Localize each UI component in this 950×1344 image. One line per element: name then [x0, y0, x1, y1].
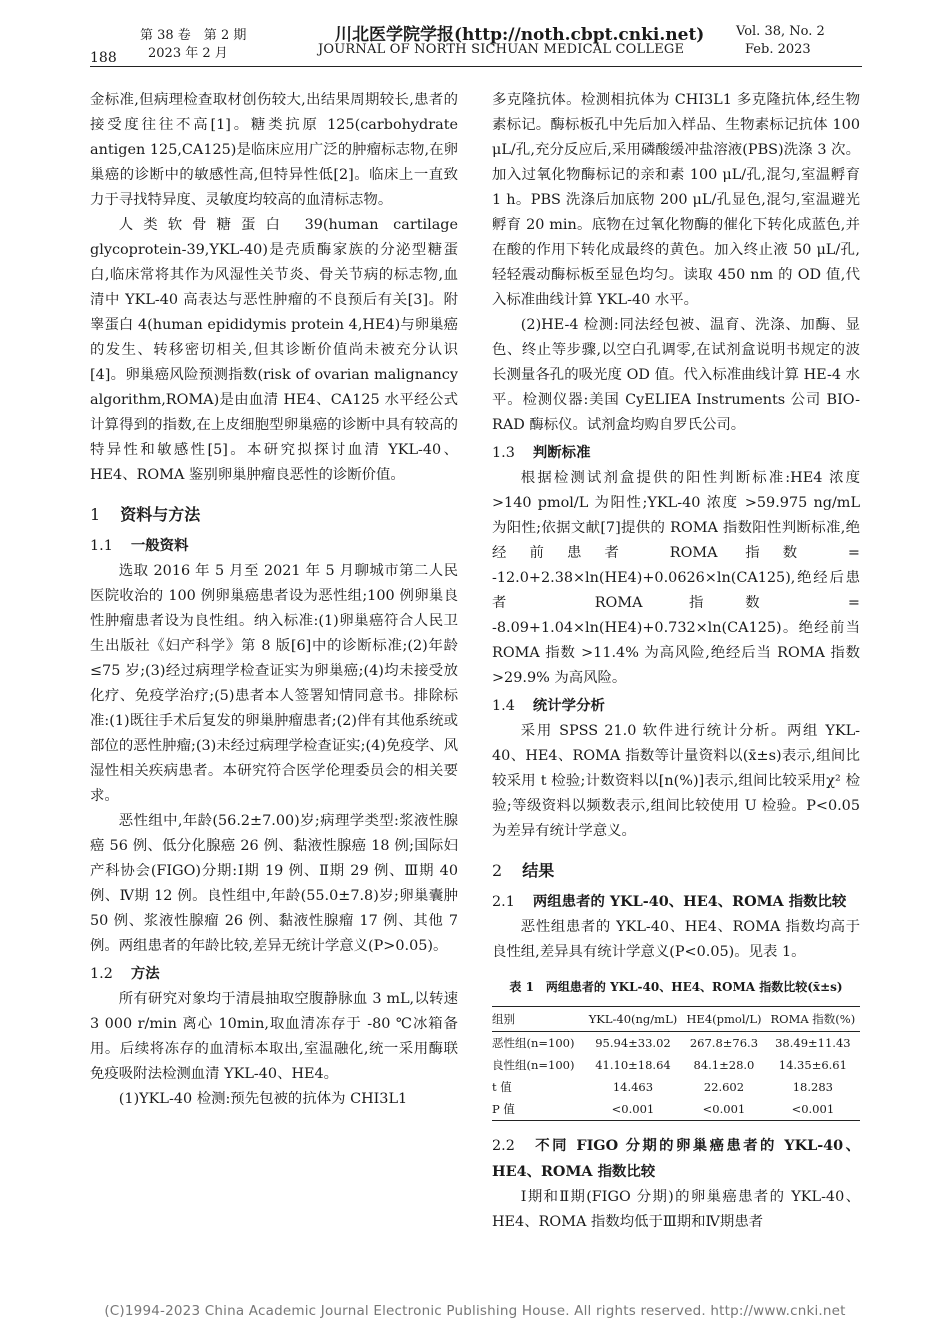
journal-name-cn: 川北医学院学报(http://noth.cbpt.cnki.net)	[335, 25, 705, 45]
table-cell: 22.602	[703, 1080, 745, 1094]
paragraph: (1)YKL-40 检测:预先包被的抗体为 CHI3L1	[118, 1091, 408, 1107]
table-row	[492, 1098, 860, 1121]
table-cell: 41.10±18.64	[595, 1058, 671, 1072]
header-rule	[90, 66, 862, 67]
right-column	[492, 88, 860, 1235]
paragraph: 人类软骨糖蛋白 39(human cartilage glycoprotein-39,YKL-40)是壳质酶家族的分泌型糖蛋白,临床常将其作为风湿性关节炎、骨关节病的标志物,血清中 YKL-40 高表达与恶性肿瘤的不良预后有关[3]。附睾蛋白 4(human epididymis protein 4,HE4)与卵巢癌的发生、转移密切相关,但其诊断价值尚未被充分认识[4]。卵巢癌风险预测指数(risk of ovarian malignancy algorithm,ROMA)是由血清 HE4、CA125 水平经公式计算得到的指数,在上皮细胞型卵巢癌的诊断中具有较高的特异性和敏感性[5]。本研究拟探讨血清 YKL-40、HE4、ROMA 鉴别卵巢肿瘤良恶性的诊断价值。	[90, 217, 458, 483]
paragraph: 所有研究对象均于清晨抽取空腹静脉血 3 mL,以转速 3 000 r/min 离心 10min,取血清冻存于 -80 ℃冰箱备用。后续将冻存的血清标本取出,室温融化,统一采用酶联免疫吸附法检测血清 YKL-40、HE4。	[90, 991, 458, 1082]
table-header: HE4(pmol/L)	[682, 1007, 766, 1032]
paragraph: 选取 2016 年 5 月至 2021 年 5 月聊城市第二人民医院收治的 100 例卵巢癌患者设为恶性组;100 例卵巢良性肿瘤患者设为良性组。纳入标准:(1)卵巢癌符合人民卫生出版社《妇产科学》第 8 版[6]中的诊断标准;(2)年龄≤75 岁;(3)经过病理学检查证实为卵巢癌;(4)均未接受放化疗、免疫学治疗;(5)患者本人签署知情同意书。排除标准:(1)既往手术后复发的卵巢肿瘤患者;(2)伴有其他系统或部位的恶性肿瘤;(3)未经过病理学检查证实;(4)免疫学、风湿性相关疾病患者。本研究符合医学伦理委员会的相关要求。	[90, 563, 458, 804]
table-row	[492, 1032, 860, 1055]
subsection-heading	[492, 693, 860, 719]
table-row	[492, 1054, 860, 1076]
paragraph: 多克隆抗体。检测相抗体为 CHI3L1 多克隆抗体,经生物素标记。酶标板孔中先后加入样品、生物素标记抗体 100 μL/孔,充分反应后,采用磷酸缓冲盐溶液(PBS)洗涤 3 次。加入过氧化物酶标记的亲和素 100 μL/孔,混匀,室温孵育 1 h。PBS 洗涤后加底物 200 μL/孔显色,混匀,室温避光孵育 20 min。底物在过氧化物酶的催化下转化成蓝色,并在酸的作用下转化成最终的黄色。加入终止液 50 μL/孔,轻轻震动酶标板至显色均匀。读取 450 nm 的 OD 值,代入标准曲线计算 YKL-40 水平。	[492, 92, 860, 308]
table-cell: 良性组(n=100)	[492, 1058, 575, 1072]
table-header: ROMA 指数(%)	[766, 1007, 860, 1032]
subsection-number: 1.3	[492, 445, 515, 461]
subsection-title: 不同 FIGO 分期的卵巢癌患者的 YKL-40、HE4、ROMA 指数比较	[492, 1137, 860, 1180]
copyright-footer: (C)1994-2023 China Academic Journal Electronic Publishing House. All rights reserved. http://www.cnki.net	[104, 1303, 846, 1319]
subsection-number: 1.4	[492, 698, 515, 714]
table-cell: <0.001	[584, 1098, 682, 1121]
paragraph: 根据检测试剂盒提供的阳性判断标准:HE4 浓度 >140 pmol/L 为阳性;YKL-40 浓度 >59.975 ng/mL 为阳性;依据文献[7]提供的 ROMA 指数阳性判断标准,绝经前患者 ROMA 指数 = -12.0+2.38×ln(HE4)+0.0626×ln(CA125),绝经后患者 ROMA 指数 = -8.09+1.04×ln(HE4)+0.732×ln(CA125)。绝经前当 ROMA 指数 >11.4% 为高风险,绝经后当 ROMA 指数 >29.9% 为高风险。	[492, 470, 860, 686]
subsection-number: 2.2	[492, 1138, 515, 1154]
subsection-number: 1.1	[90, 538, 113, 554]
left-column	[90, 88, 458, 1112]
paragraph: (2)HE-4 检测:同法经包被、温育、洗涤、加酶、显色、终止等步骤,以空白孔调零,在试剂盒说明书规定的波长测量各孔的吸光度 OD 值。代入标准曲线计算 HE-4 水平。检测仪器:美国 CyELIEA Instruments 公司 BIO-RAD 酶标仪。试剂盒均购自罗氏公司。	[492, 317, 860, 433]
subsection-heading	[492, 1133, 860, 1185]
paragraph: 金标准,但病理检查取材创伤较大,出结果周期较长,患者的接受度往往不高[1]。糖类抗原 125(carbohydrate antigen 125,CA125)是临床应用广泛的肿瘤标志物,在卵巢癌的诊断中的敏感性高,但特异性低[2]。临床上一直致力于寻找特异度、灵敏度均较高的血清标志物。	[90, 92, 458, 208]
section-number: 2	[492, 861, 503, 880]
paragraph: 采用 SPSS 21.0 软件进行统计分析。两组 YKL-40、HE4、ROMA 指数等计量资料以(x̄±s)表示,组间比较采用 t 检验;计数资料以[n(%)]表示,组间比较采用χ² 检验;等级资料以频数表示,组间比较使用 U 检验。P<0.05 为差异有统计学意义。	[492, 723, 860, 839]
table-cell: 84.1±28.0	[693, 1058, 755, 1072]
volume-en: Vol. 38, No. 2	[736, 24, 825, 39]
table-cell: 38.49±11.43	[775, 1036, 851, 1050]
table-header: 组别	[492, 1007, 584, 1032]
subsection-heading	[492, 889, 860, 915]
subsection-title: 判断标准	[532, 444, 591, 461]
subsection-title: 两组患者的 YKL-40、HE4、ROMA 指数比较	[532, 893, 847, 910]
paragraph: 恶性组患者的 YKL-40、HE4、ROMA 指数均高于良性组,差异具有统计学意义(P<0.05)。见表 1。	[492, 919, 860, 960]
date-en: Feb. 2023	[745, 42, 811, 57]
section-title: 资料与方法	[120, 505, 201, 524]
page-header	[0, 0, 950, 70]
results-table	[492, 1006, 860, 1121]
subsection-heading	[90, 533, 458, 559]
table-cell: <0.001	[766, 1098, 860, 1121]
section-title: 结果	[522, 861, 555, 880]
table-header: YKL-40(ng/mL)	[584, 1007, 682, 1032]
table-cell: 267.8±76.3	[689, 1036, 759, 1050]
paragraph: 恶性组中,年龄(56.2±7.00)岁;病理学类型:浆液性腺癌 56 例、低分化腺癌 26 例、黏液性腺癌 18 例;国际妇产科协会(FIGO)分期:Ⅰ期 19 例、Ⅱ期 29 例、Ⅲ期 40 例、Ⅳ期 12 例。良性组中,年龄(55.0±7.8)岁;卵巢囊肿 50 例、浆液性腺瘤 26 例、黏液性腺瘤 17 例、其他 7 例。两组患者的年龄比较,差异无统计学意义(P>0.05)。	[90, 813, 458, 954]
paragraph: Ⅰ期和Ⅱ期(FIGO 分期)的卵巢癌患者的 YKL-40、HE4、ROMA 指数均低于Ⅲ期和Ⅳ期患者	[492, 1189, 860, 1230]
table-cell: 14.463	[612, 1080, 654, 1094]
table-header-row	[492, 1007, 860, 1032]
subsection-heading	[90, 961, 458, 987]
table-cell: t 值	[492, 1080, 512, 1094]
volume-cn: 第 38 卷 第 2 期	[140, 28, 247, 43]
journal-name-en: JOURNAL OF NORTH SICHUAN MEDICAL COLLEGE	[318, 42, 685, 57]
subsection-title: 统计学分析	[532, 697, 605, 714]
table-cell: 恶性组(n=100)	[492, 1036, 575, 1050]
subsection-heading	[492, 440, 860, 466]
table-cell: 95.94±33.02	[595, 1036, 671, 1050]
subsection-number: 2.1	[492, 894, 515, 910]
table-cell: 14.35±6.61	[778, 1058, 847, 1072]
table-cell: <0.001	[682, 1098, 766, 1121]
table-title: 表 1 两组患者的 YKL-40、HE4、ROMA 指数比较(x̄±s)	[509, 980, 843, 994]
subsection-title: 一般资料	[130, 537, 189, 554]
date-cn: 2023 年 2 月	[148, 46, 228, 61]
section-heading	[90, 502, 458, 527]
table-row	[492, 1076, 860, 1098]
section-number: 1	[90, 505, 101, 524]
table-cell: 18.283	[792, 1080, 833, 1094]
subsection-number: 1.2	[90, 966, 113, 982]
table-cell: P 值	[492, 1098, 584, 1121]
subsection-title: 方法	[130, 965, 160, 982]
section-heading	[492, 858, 860, 883]
page-number: 188	[90, 50, 117, 66]
